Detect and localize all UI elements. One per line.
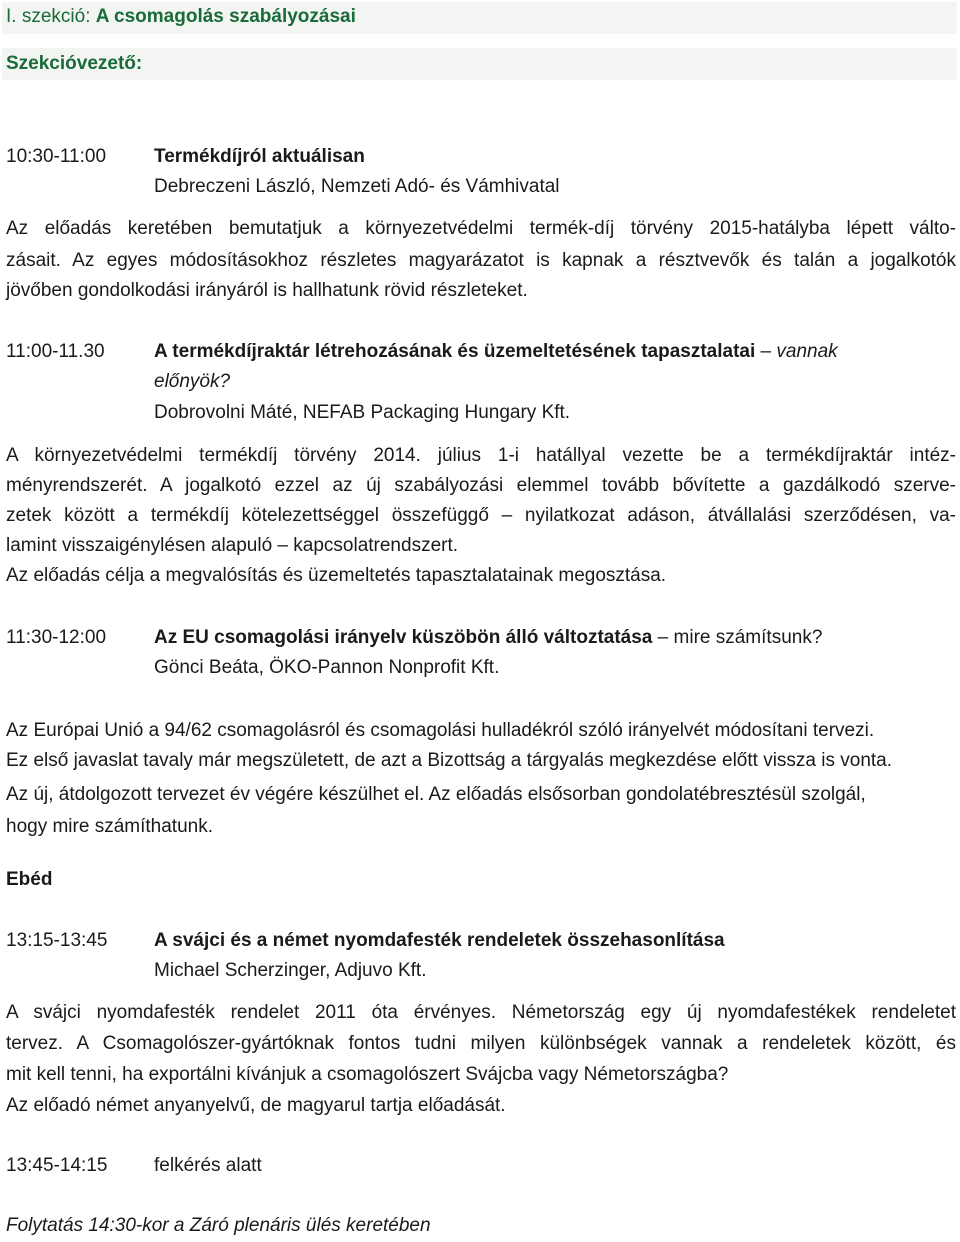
session-1-abstract-line: Az előadás keretében bemutatjuk a környezetvédelmi termék-díj törvény 2015-hatályba lépett válto- [6,218,956,239]
session-6-title: felkérés alatt [154,1155,262,1176]
session-2-abstract-line: zetek között a termékdíj kötelezettséggel összefüggő – nyilatkozat adáson, átvállalási szerződésen, va- [6,505,956,526]
session-2-abstract-line: Az előadás célja a megvalósítás és üzemeltetés tapasztalatainak megosztása. [6,565,667,586]
session-2-speaker: Dobrovolni Máté, NEFAB Packaging Hungary Kft. [154,402,571,423]
session-1-abstract-line: jövőben gondolkodási irányáról is hallhatunk rövid részleteket. [6,280,528,301]
session-3-abstract-line: Az Európai Unió a 94/62 csomagolásról és csomagolási hulladékról szóló irányelvét módosítani tervezi. [6,720,875,741]
session-2-abstract-line: ményrendszerét. A jogalkotó ezzel az új szabályozási elemmel tovább bővítette a gazdálkodó szerve- [6,475,956,496]
session-5-abstract-line: mit kell tenni, ha exportálni kívánjuk a csomagolószert Svájcba vagy Németországba? [6,1064,729,1085]
session-2-time: 11:00-11.30 [6,341,105,362]
session-1-time: 10:30-11:00 [6,146,107,167]
session-2-abstract-line: lamint visszaigénylésen alapuló – kapcsolatrendszert. [6,535,459,556]
section-prefix: I. szekció: [6,6,96,27]
session-3-time: 11:30-12:00 [6,627,107,648]
chair-label: Szekcióvezető: [2,48,957,80]
session-1-abstract-line: zásait. Az egyes módosításokhoz részletes magyarázatot is kapnak a résztvevők és talán a jogalkotók [6,250,956,271]
section-header [2,2,957,34]
session-2-title-italic: vannak [776,341,838,362]
session-5-time: 13:15-13:45 [6,930,108,951]
session-3-title-line [154,623,822,653]
session-2-title: A termékdíjraktár létrehozásának és üzemeltetésének tapasztalatai [154,341,756,362]
session-5-abstract-line: Az előadó német anyanyelvű, de magyarul tartja előadását. [6,1095,506,1116]
session-1-speaker: Debreczeni László, Nemzeti Adó- és Vámhivatal [154,176,560,197]
session-3-title: Az EU csomagolási irányelv küszöbön álló változtatása [154,627,653,648]
session-1-title: Termékdíjról aktuálisan [154,146,365,167]
session-5-abstract-line: A svájci nyomdafesték rendelet 2011 óta érvényes. Németország egy új nyomdafestékek rendeletet [6,1002,956,1023]
session-5-title: A svájci és a német nyomdafesték rendeletek összehasonlítása [154,930,725,951]
session-2-abstract-line: A környezetvédelmi termékdíj törvény 2014. július 1-i hatállyal vezette be a termékdíjraktár intéz- [6,445,956,466]
session-6-time: 13:45-14:15 [6,1155,108,1176]
session-2-title-line [154,337,838,367]
section-title: A csomagolás szabályozásai [95,6,356,27]
session-3-title-rest: – mire számítsunk? [652,627,823,648]
session-3-abstract-line: Ez első javaslat tavaly már megszületett, de azt a Bizottság a tárgyalás megkezdése előtt vissza is vonta. [6,750,893,771]
session-2-title-dash: – [755,341,777,362]
session-3-abstract-line: hogy mire számíthatunk. [6,816,213,837]
session-2-title-italic-cont: előnyök? [154,371,231,392]
session-5-speaker: Michael Scherzinger, Adjuvo Kft. [154,960,427,981]
session-3-abstract-line: Az új, átdolgozott tervezet év végére készülhet el. Az előadás elsősorban gondolatébresztésül szolgál, [6,784,866,805]
lunch-label: Ebéd [6,869,53,890]
session-5-abstract-line: tervez. A Csomagolószer-gyártóknak fontos tudni milyen különbségek vannak a rendeletek között, és [6,1033,956,1054]
session-3-speaker: Gönci Beáta, ÖKO-Pannon Nonprofit Kft. [154,657,500,678]
footer-note: Folytatás 14:30-kor a Záró plenáris ülés keretében [6,1215,431,1236]
